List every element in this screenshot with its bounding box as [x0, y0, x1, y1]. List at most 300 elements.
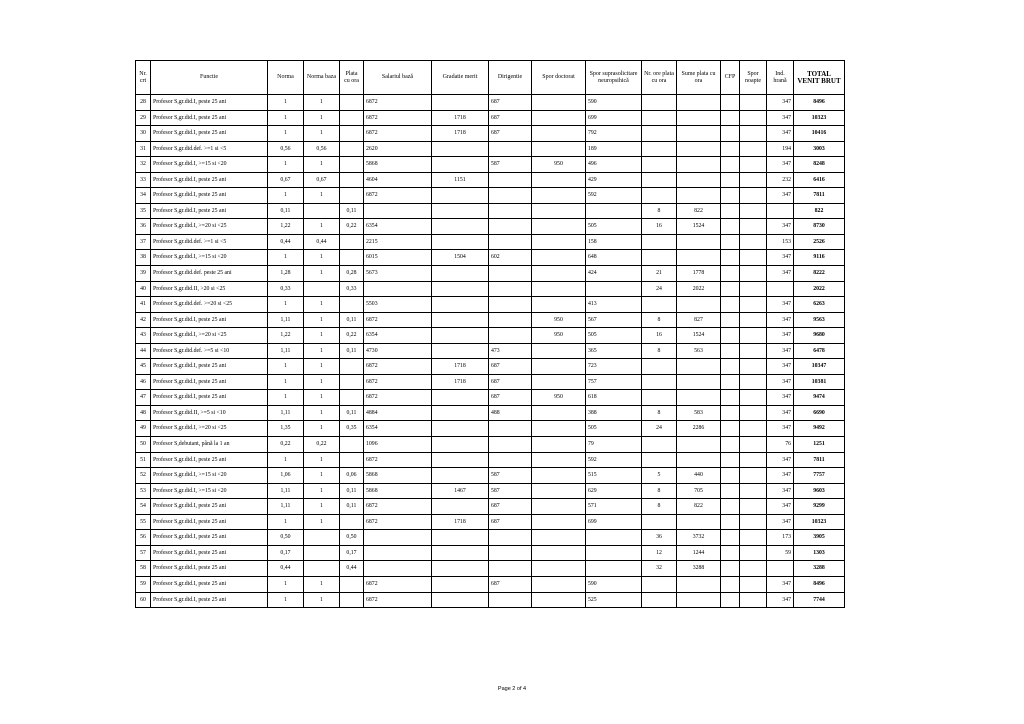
cell-nr-ore-plata-cu-ora: 8: [642, 483, 677, 499]
table-row: [136, 188, 845, 204]
cell-salariul-baza: 6354: [364, 421, 432, 437]
cell-norma: 0,44: [268, 561, 304, 577]
cell-nr-crt: 28: [136, 95, 151, 111]
cell-total-venit-brut: 9116: [794, 250, 845, 266]
cell-salariul-baza: 6872: [364, 499, 432, 515]
cell-norma: 1: [268, 157, 304, 173]
cell-gradatie-merit: 1718: [432, 359, 489, 375]
cell-spor-doctorat: [532, 530, 586, 546]
table-row: [136, 483, 845, 499]
cell-nr-crt: 31: [136, 141, 151, 157]
cell-plata-cu-ora: [340, 390, 364, 406]
cell-ind-hrana: 232: [767, 172, 794, 188]
cell-sume-plata-cu-ora: 583: [677, 405, 721, 421]
cell-nr-ore-plata-cu-ora: [642, 141, 677, 157]
cell-ind-hrana: 347: [767, 421, 794, 437]
cell-total-venit-brut: 8222: [794, 266, 845, 282]
cell-sume-plata-cu-ora: [677, 390, 721, 406]
cell-spor-doctorat: [532, 514, 586, 530]
cell-dirigentie: 687: [489, 499, 532, 515]
cell-plata-cu-ora: 0,44: [340, 561, 364, 577]
cell-spor-suprasolicitare: 388: [586, 405, 642, 421]
cell-functie: Profesor S,gr.did.I, >=20 si <25: [151, 328, 268, 344]
cell-gradatie-merit: [432, 452, 489, 468]
cell-sume-plata-cu-ora: [677, 359, 721, 375]
cell-total-venit-brut: 9299: [794, 499, 845, 515]
cell-spor-doctorat: [532, 405, 586, 421]
cell-functie: Profesor S,gr.did.I, peste 25 ani: [151, 390, 268, 406]
cell-salariul-baza: 5673: [364, 266, 432, 282]
cell-gradatie-merit: [432, 343, 489, 359]
cell-ind-hrana: 347: [767, 514, 794, 530]
cell-nr-ore-plata-cu-ora: [642, 250, 677, 266]
cell-plata-cu-ora: 0,35: [340, 421, 364, 437]
cell-nr-ore-plata-cu-ora: 8: [642, 405, 677, 421]
cell-nr-crt: 53: [136, 483, 151, 499]
cell-norma-baza: 1: [304, 359, 340, 375]
cell-plata-cu-ora: [340, 514, 364, 530]
cell-norma: 1: [268, 390, 304, 406]
cell-dirigentie: [489, 203, 532, 219]
cell-total-venit-brut: 7811: [794, 188, 845, 204]
cell-dirigentie: 687: [489, 110, 532, 126]
cell-total-venit-brut: 9563: [794, 312, 845, 328]
cell-spor-noapte: [740, 452, 767, 468]
cell-plata-cu-ora: 0,50: [340, 530, 364, 546]
cell-spor-noapte: [740, 483, 767, 499]
cell-spor-noapte: [740, 281, 767, 297]
cell-gradatie-merit: [432, 297, 489, 313]
cell-sume-plata-cu-ora: [677, 250, 721, 266]
cell-norma-baza: 1: [304, 266, 340, 282]
cell-nr-crt: 52: [136, 468, 151, 484]
cell-total-venit-brut: 8248: [794, 157, 845, 173]
cell-gradatie-merit: [432, 437, 489, 453]
cell-norma: 1: [268, 592, 304, 608]
cell-ind-hrana: 347: [767, 452, 794, 468]
cell-nr-crt: 42: [136, 312, 151, 328]
cell-spor-doctorat: [532, 499, 586, 515]
cell-spor-noapte: [740, 514, 767, 530]
cell-nr-ore-plata-cu-ora: 36: [642, 530, 677, 546]
cell-norma: 0,17: [268, 545, 304, 561]
cell-nr-crt: 34: [136, 188, 151, 204]
cell-salariul-baza: 6354: [364, 219, 432, 235]
cell-functie: Profesor S,gr.did.I, peste 25 ani: [151, 188, 268, 204]
header-functie: Functie: [151, 61, 268, 95]
cell-functie: Profesor S,debutant, până la 1 an: [151, 437, 268, 453]
cell-spor-suprasolicitare: 699: [586, 110, 642, 126]
cell-spor-noapte: [740, 468, 767, 484]
cell-spor-suprasolicitare: 429: [586, 172, 642, 188]
cell-gradatie-merit: 1504: [432, 250, 489, 266]
cell-norma: 1: [268, 110, 304, 126]
cell-cfp: [721, 250, 740, 266]
cell-spor-doctorat: [532, 110, 586, 126]
cell-norma-baza: 1: [304, 188, 340, 204]
table-row: [136, 297, 845, 313]
cell-cfp: [721, 530, 740, 546]
cell-gradatie-merit: 1467: [432, 483, 489, 499]
cell-cfp: [721, 452, 740, 468]
cell-salariul-baza: 5503: [364, 297, 432, 313]
cell-dirigentie: [489, 141, 532, 157]
cell-sume-plata-cu-ora: [677, 126, 721, 142]
cell-functie: Profesor S,gr.did.I, peste 25 ani: [151, 359, 268, 375]
cell-spor-noapte: [740, 437, 767, 453]
cell-salariul-baza: 6015: [364, 250, 432, 266]
cell-sume-plata-cu-ora: [677, 592, 721, 608]
cell-sume-plata-cu-ora: [677, 234, 721, 250]
cell-spor-suprasolicitare: [586, 530, 642, 546]
cell-total-venit-brut: 9680: [794, 328, 845, 344]
cell-nr-ore-plata-cu-ora: 8: [642, 343, 677, 359]
table-row: [136, 141, 845, 157]
cell-functie: Profesor S,gr.did.I, >=15 si <20: [151, 250, 268, 266]
cell-norma-baza: 1: [304, 328, 340, 344]
cell-dirigentie: 687: [489, 359, 532, 375]
table-row: [136, 561, 845, 577]
cell-total-venit-brut: 1303: [794, 545, 845, 561]
cell-sume-plata-cu-ora: [677, 374, 721, 390]
cell-functie: Profesor S,gr.did.I, >=20 si <25: [151, 219, 268, 235]
cell-spor-noapte: [740, 203, 767, 219]
cell-norma-baza: 1: [304, 343, 340, 359]
cell-ind-hrana: [767, 281, 794, 297]
cell-nr-crt: 46: [136, 374, 151, 390]
cell-spor-noapte: [740, 561, 767, 577]
cell-plata-cu-ora: [340, 157, 364, 173]
table-row: [136, 374, 845, 390]
cell-spor-noapte: [740, 219, 767, 235]
cell-total-venit-brut: 822: [794, 203, 845, 219]
cell-plata-cu-ora: 0,11: [340, 312, 364, 328]
cell-norma: 0,22: [268, 437, 304, 453]
cell-salariul-baza: [364, 281, 432, 297]
cell-plata-cu-ora: 0,11: [340, 499, 364, 515]
cell-cfp: [721, 437, 740, 453]
cell-salariul-baza: 5868: [364, 483, 432, 499]
page-footer: Page 2 of 4: [497, 686, 527, 692]
cell-cfp: [721, 545, 740, 561]
cell-sume-plata-cu-ora: 2022: [677, 281, 721, 297]
cell-spor-suprasolicitare: 592: [586, 188, 642, 204]
cell-dirigentie: [489, 188, 532, 204]
cell-total-venit-brut: 3288: [794, 561, 845, 577]
cell-spor-doctorat: [532, 483, 586, 499]
cell-ind-hrana: 347: [767, 188, 794, 204]
cell-spor-doctorat: [532, 297, 586, 313]
cell-sume-plata-cu-ora: 1244: [677, 545, 721, 561]
cell-spor-noapte: [740, 126, 767, 142]
cell-spor-doctorat: [532, 281, 586, 297]
cell-gradatie-merit: 1718: [432, 374, 489, 390]
cell-salariul-baza: 2620: [364, 141, 432, 157]
cell-plata-cu-ora: [340, 126, 364, 142]
cell-spor-noapte: [740, 188, 767, 204]
cell-nr-ore-plata-cu-ora: [642, 359, 677, 375]
table-row: [136, 592, 845, 608]
cell-functie: Profesor S,gr.did.I, >=15 si <20: [151, 468, 268, 484]
cell-plata-cu-ora: [340, 234, 364, 250]
cell-nr-ore-plata-cu-ora: [642, 374, 677, 390]
cell-salariul-baza: 6872: [364, 126, 432, 142]
cell-spor-noapte: [740, 234, 767, 250]
table-row: [136, 545, 845, 561]
cell-ind-hrana: 59: [767, 545, 794, 561]
cell-ind-hrana: [767, 561, 794, 577]
cell-functie: Profesor S,gr.did.def. peste 25 ani: [151, 266, 268, 282]
cell-nr-crt: 33: [136, 172, 151, 188]
cell-ind-hrana: 347: [767, 312, 794, 328]
cell-spor-suprasolicitare: 723: [586, 359, 642, 375]
cell-salariul-baza: 4604: [364, 172, 432, 188]
cell-functie: Profesor S,gr.did.I, >=15 si <20: [151, 483, 268, 499]
cell-spor-doctorat: [532, 141, 586, 157]
cell-gradatie-merit: [432, 312, 489, 328]
cell-norma-baza: 1: [304, 468, 340, 484]
header-nr-crt: Nr. crt: [136, 61, 151, 95]
cell-gradatie-merit: 1718: [432, 110, 489, 126]
cell-gradatie-merit: [432, 281, 489, 297]
header-gradatie-merit: Gradatie merit: [432, 61, 489, 95]
cell-cfp: [721, 188, 740, 204]
cell-norma: 1,22: [268, 328, 304, 344]
cell-dirigentie: [489, 234, 532, 250]
cell-norma: 1: [268, 126, 304, 142]
header-ind-hrana: Ind. hrană: [767, 61, 794, 95]
cell-cfp: [721, 576, 740, 592]
cell-functie: Profesor S,gr.did.def. >=1 si <5: [151, 234, 268, 250]
cell-plata-cu-ora: [340, 172, 364, 188]
cell-cfp: [721, 374, 740, 390]
cell-spor-noapte: [740, 530, 767, 546]
cell-cfp: [721, 359, 740, 375]
table-row: [136, 250, 845, 266]
cell-dirigentie: 587: [489, 157, 532, 173]
cell-dirigentie: [489, 421, 532, 437]
cell-spor-suprasolicitare: [586, 281, 642, 297]
cell-ind-hrana: 347: [767, 592, 794, 608]
table-row: [136, 359, 845, 375]
cell-ind-hrana: 347: [767, 126, 794, 142]
cell-gradatie-merit: [432, 328, 489, 344]
cell-sume-plata-cu-ora: 3288: [677, 561, 721, 577]
cell-functie: Profesor S,gr.did.I, peste 25 ani: [151, 530, 268, 546]
cell-cfp: [721, 592, 740, 608]
cell-total-venit-brut: 9492: [794, 421, 845, 437]
cell-norma: 1: [268, 95, 304, 111]
cell-spor-noapte: [740, 328, 767, 344]
cell-norma-baza: 1: [304, 374, 340, 390]
table-row: [136, 576, 845, 592]
cell-spor-suprasolicitare: [586, 545, 642, 561]
cell-total-venit-brut: 10416: [794, 126, 845, 142]
cell-total-venit-brut: 7757: [794, 468, 845, 484]
cell-cfp: [721, 390, 740, 406]
cell-nr-crt: 57: [136, 545, 151, 561]
cell-norma: 1,22: [268, 219, 304, 235]
table-row: [136, 203, 845, 219]
cell-nr-crt: 30: [136, 126, 151, 142]
cell-spor-suprasolicitare: 505: [586, 328, 642, 344]
cell-norma-baza: 1: [304, 421, 340, 437]
cell-norma-baza: [304, 530, 340, 546]
cell-salariul-baza: [364, 545, 432, 561]
cell-gradatie-merit: [432, 545, 489, 561]
cell-gradatie-merit: 1718: [432, 514, 489, 530]
cell-plata-cu-ora: [340, 188, 364, 204]
cell-spor-suprasolicitare: 189: [586, 141, 642, 157]
cell-gradatie-merit: [432, 266, 489, 282]
cell-dirigentie: 687: [489, 576, 532, 592]
cell-nr-ore-plata-cu-ora: [642, 110, 677, 126]
cell-gradatie-merit: 1151: [432, 172, 489, 188]
salary-table: [135, 60, 845, 608]
cell-spor-noapte: [740, 343, 767, 359]
cell-norma: 0,33: [268, 281, 304, 297]
cell-spor-suprasolicitare: 792: [586, 126, 642, 142]
cell-norma-baza: 1: [304, 219, 340, 235]
cell-spor-suprasolicitare: 757: [586, 374, 642, 390]
cell-nr-ore-plata-cu-ora: 12: [642, 545, 677, 561]
cell-cfp: [721, 266, 740, 282]
cell-norma: 1,35: [268, 421, 304, 437]
header-norma-baza: Norma baza: [304, 61, 340, 95]
table-row: [136, 514, 845, 530]
cell-spor-noapte: [740, 266, 767, 282]
cell-spor-noapte: [740, 374, 767, 390]
cell-spor-noapte: [740, 250, 767, 266]
cell-cfp: [721, 203, 740, 219]
cell-spor-doctorat: [532, 172, 586, 188]
cell-spor-doctorat: [532, 576, 586, 592]
cell-salariul-baza: 6872: [364, 452, 432, 468]
header-salariul-baza: Salariul bază: [364, 61, 432, 95]
cell-norma: 1,28: [268, 266, 304, 282]
cell-salariul-baza: 6872: [364, 390, 432, 406]
cell-spor-suprasolicitare: 571: [586, 499, 642, 515]
cell-spor-suprasolicitare: 618: [586, 390, 642, 406]
cell-plata-cu-ora: 0,22: [340, 219, 364, 235]
cell-spor-suprasolicitare: 590: [586, 95, 642, 111]
cell-total-venit-brut: 10347: [794, 359, 845, 375]
cell-spor-suprasolicitare: 505: [586, 219, 642, 235]
cell-functie: Profesor S,gr.did.I, >=20 si <25: [151, 421, 268, 437]
header-dirigentie: Dirigentie: [489, 61, 532, 95]
cell-spor-suprasolicitare: 525: [586, 592, 642, 608]
cell-dirigentie: 687: [489, 126, 532, 142]
table-row: [136, 390, 845, 406]
cell-sume-plata-cu-ora: 1778: [677, 266, 721, 282]
cell-salariul-baza: 4730: [364, 343, 432, 359]
cell-plata-cu-ora: 0,11: [340, 343, 364, 359]
cell-total-venit-brut: 6416: [794, 172, 845, 188]
table-row: [136, 437, 845, 453]
cell-ind-hrana: 173: [767, 530, 794, 546]
cell-nr-crt: 41: [136, 297, 151, 313]
cell-spor-noapte: [740, 421, 767, 437]
cell-functie: Profesor S,gr.did.def. >=20 si <25: [151, 297, 268, 313]
cell-dirigentie: [489, 297, 532, 313]
cell-salariul-baza: 6872: [364, 514, 432, 530]
cell-salariul-baza: 6872: [364, 592, 432, 608]
cell-gradatie-merit: [432, 219, 489, 235]
table-row: [136, 312, 845, 328]
cell-plata-cu-ora: [340, 592, 364, 608]
cell-functie: Profesor S,gr.did.I, peste 25 ani: [151, 592, 268, 608]
cell-dirigentie: [489, 266, 532, 282]
cell-plata-cu-ora: [340, 359, 364, 375]
cell-nr-ore-plata-cu-ora: [642, 188, 677, 204]
cell-norma-baza: 0,67: [304, 172, 340, 188]
cell-gradatie-merit: [432, 95, 489, 111]
cell-spor-suprasolicitare: 365: [586, 343, 642, 359]
cell-nr-crt: 48: [136, 405, 151, 421]
cell-spor-suprasolicitare: 505: [586, 421, 642, 437]
cell-norma-baza: [304, 561, 340, 577]
cell-dirigentie: [489, 281, 532, 297]
cell-cfp: [721, 343, 740, 359]
cell-salariul-baza: [364, 530, 432, 546]
cell-dirigentie: 687: [489, 95, 532, 111]
cell-spor-noapte: [740, 312, 767, 328]
cell-gradatie-merit: [432, 234, 489, 250]
cell-plata-cu-ora: [340, 374, 364, 390]
cell-functie: Profesor S,gr.did.I, peste 25 ani: [151, 203, 268, 219]
table-row: [136, 281, 845, 297]
cell-nr-ore-plata-cu-ora: [642, 157, 677, 173]
cell-norma: 1,06: [268, 468, 304, 484]
cell-salariul-baza: 2215: [364, 234, 432, 250]
cell-nr-crt: 29: [136, 110, 151, 126]
cell-spor-noapte: [740, 157, 767, 173]
cell-ind-hrana: 194: [767, 141, 794, 157]
cell-nr-crt: 54: [136, 499, 151, 515]
cell-spor-suprasolicitare: 515: [586, 468, 642, 484]
cell-sume-plata-cu-ora: [677, 141, 721, 157]
cell-spor-doctorat: [532, 452, 586, 468]
cell-nr-ore-plata-cu-ora: 8: [642, 203, 677, 219]
cell-nr-ore-plata-cu-ora: 5: [642, 468, 677, 484]
cell-salariul-baza: 6872: [364, 188, 432, 204]
cell-nr-ore-plata-cu-ora: 24: [642, 281, 677, 297]
cell-norma-baza: 0,44: [304, 234, 340, 250]
cell-dirigentie: 587: [489, 468, 532, 484]
cell-cfp: [721, 234, 740, 250]
cell-nr-crt: 40: [136, 281, 151, 297]
cell-total-venit-brut: 3905: [794, 530, 845, 546]
cell-nr-ore-plata-cu-ora: [642, 452, 677, 468]
cell-dirigentie: [489, 592, 532, 608]
cell-salariul-baza: 4884: [364, 405, 432, 421]
cell-functie: Profesor S,gr.did.I, peste 25 ani: [151, 312, 268, 328]
cell-nr-crt: 47: [136, 390, 151, 406]
cell-dirigentie: [489, 219, 532, 235]
cell-dirigentie: [489, 561, 532, 577]
cell-dirigentie: [489, 452, 532, 468]
cell-nr-ore-plata-cu-ora: [642, 437, 677, 453]
cell-plata-cu-ora: [340, 141, 364, 157]
cell-nr-crt: 60: [136, 592, 151, 608]
table-row: [136, 421, 845, 437]
cell-salariul-baza: 1096: [364, 437, 432, 453]
cell-nr-crt: 39: [136, 266, 151, 282]
cell-ind-hrana: 347: [767, 297, 794, 313]
table-row: [136, 172, 845, 188]
cell-nr-ore-plata-cu-ora: [642, 234, 677, 250]
cell-ind-hrana: 347: [767, 390, 794, 406]
